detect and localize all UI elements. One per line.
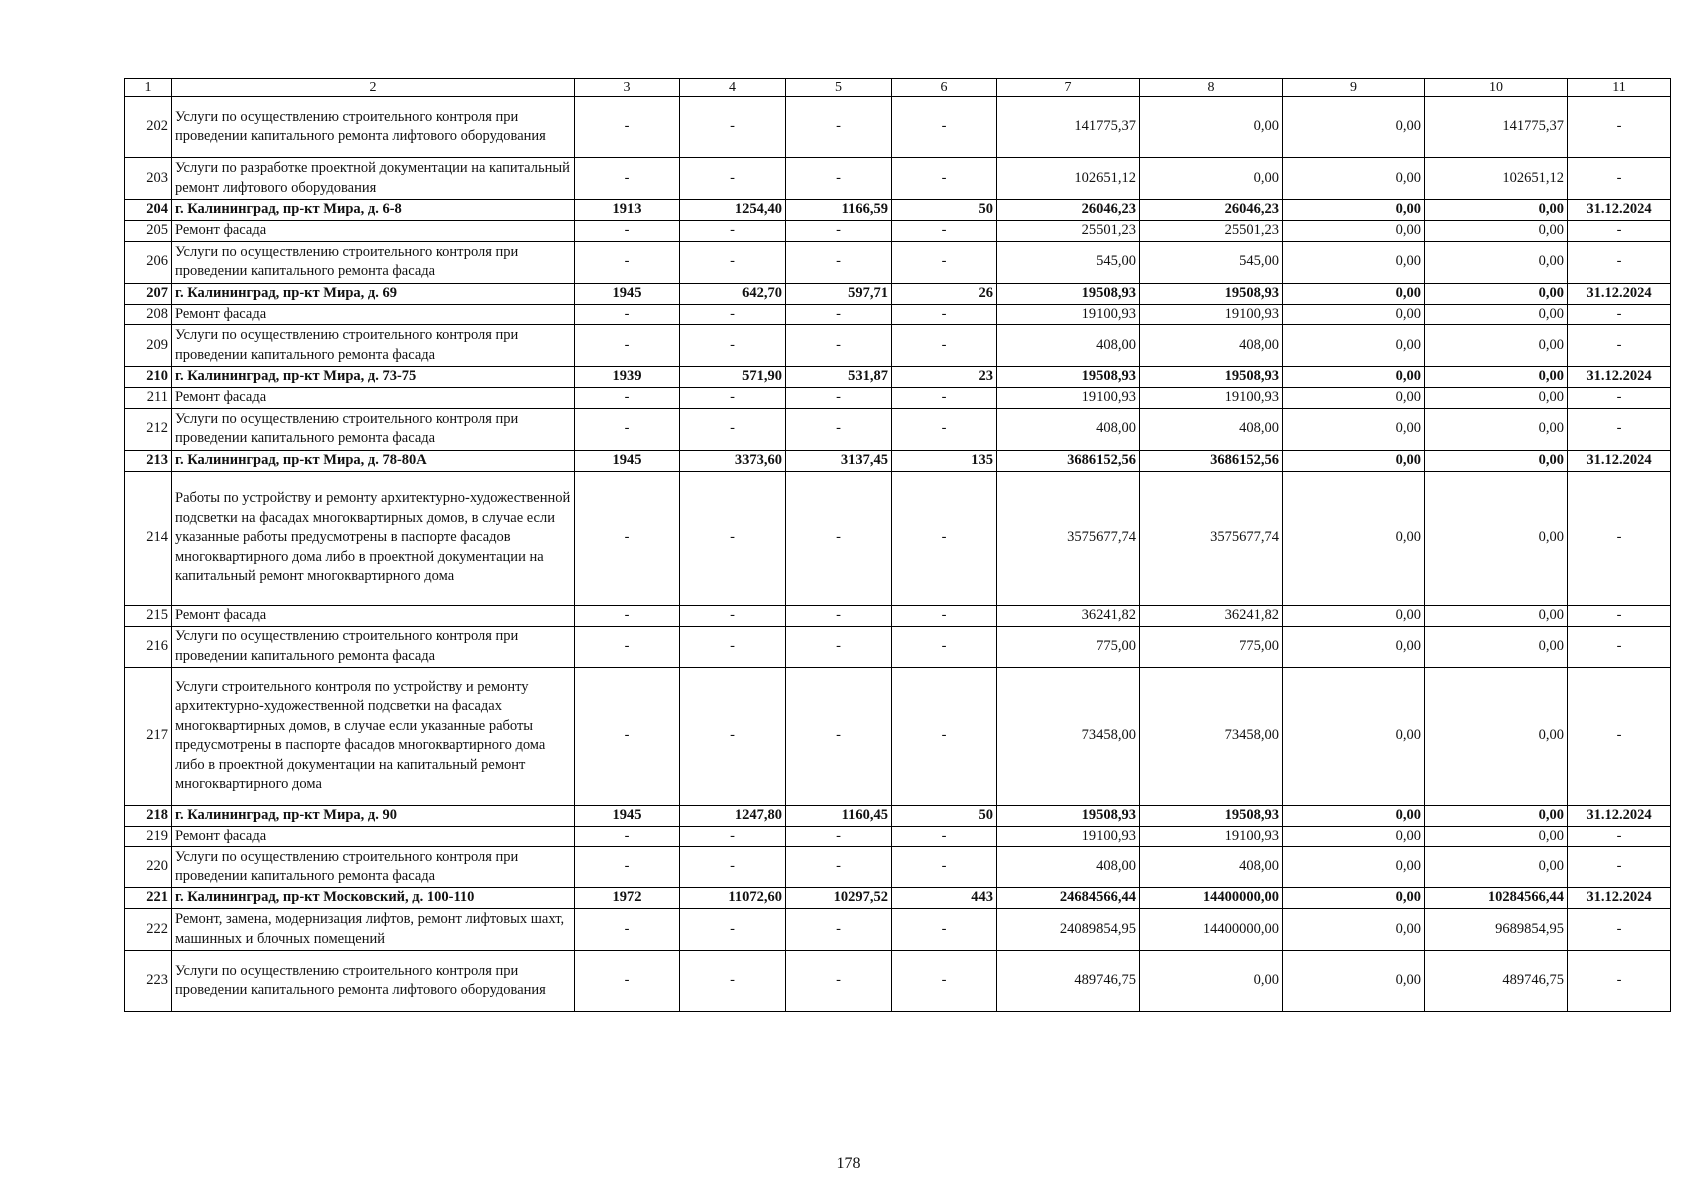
completion-date-cell: -	[1568, 951, 1671, 1012]
area-living-cell: -	[786, 471, 892, 605]
completion-date-cell: -	[1568, 826, 1671, 847]
area-total-cell: -	[680, 221, 786, 242]
cost-total-cell: 19100,93	[997, 304, 1140, 325]
address-row	[125, 200, 1671, 221]
area-living-cell: 597,71	[786, 283, 892, 304]
work-item-row	[125, 847, 1671, 888]
description-cell: Ремонт фасада	[172, 221, 575, 242]
residents-cell: -	[892, 471, 997, 605]
cost-owners-cell: 0,00	[1425, 367, 1568, 388]
row-number-cell: 202	[125, 97, 172, 158]
cost-fund-cell: 545,00	[1140, 241, 1283, 283]
work-item-row	[125, 158, 1671, 200]
cost-fund-cell: 14400000,00	[1140, 888, 1283, 909]
year-cell: -	[575, 951, 680, 1012]
cost-fund-cell: 25501,23	[1140, 221, 1283, 242]
completion-date-cell: 31.12.2024	[1568, 200, 1671, 221]
area-total-cell: -	[680, 97, 786, 158]
cost-total-cell: 3575677,74	[997, 471, 1140, 605]
column-number-1: 1	[125, 79, 172, 97]
area-total-cell: 3373,60	[680, 450, 786, 471]
cost-budget-cell: 0,00	[1283, 408, 1425, 450]
completion-date-cell: 31.12.2024	[1568, 283, 1671, 304]
area-living-cell: -	[786, 826, 892, 847]
cost-budget-cell: 0,00	[1283, 909, 1425, 951]
residents-cell: 26	[892, 283, 997, 304]
completion-date-cell: -	[1568, 304, 1671, 325]
description-cell: Ремонт фасада	[172, 304, 575, 325]
area-total-cell: -	[680, 909, 786, 951]
work-item-row	[125, 826, 1671, 847]
area-living-cell: -	[786, 408, 892, 450]
residents-cell: -	[892, 667, 997, 805]
area-living-cell: -	[786, 221, 892, 242]
work-item-row	[125, 605, 1671, 626]
cost-total-cell: 73458,00	[997, 667, 1140, 805]
area-total-cell: -	[680, 408, 786, 450]
area-living-cell: 3137,45	[786, 450, 892, 471]
cost-budget-cell: 0,00	[1283, 888, 1425, 909]
description-cell: г. Калининград, пр-кт Московский, д. 100-110	[172, 888, 575, 909]
description-cell: Ремонт фасада	[172, 826, 575, 847]
address-row	[125, 888, 1671, 909]
column-number-4: 4	[680, 79, 786, 97]
year-cell: -	[575, 471, 680, 605]
column-number-11: 11	[1568, 79, 1671, 97]
area-living-cell: 10297,52	[786, 888, 892, 909]
area-living-cell: 1160,45	[786, 805, 892, 826]
year-cell: 1945	[575, 805, 680, 826]
residents-cell: 23	[892, 367, 997, 388]
cost-budget-cell: 0,00	[1283, 97, 1425, 158]
cost-fund-cell: 19508,93	[1140, 367, 1283, 388]
year-cell: -	[575, 388, 680, 409]
cost-total-cell: 408,00	[997, 847, 1140, 888]
cost-budget-cell: 0,00	[1283, 471, 1425, 605]
column-number-2: 2	[172, 79, 575, 97]
area-total-cell: -	[680, 626, 786, 667]
completion-date-cell: 31.12.2024	[1568, 888, 1671, 909]
area-living-cell: -	[786, 388, 892, 409]
year-cell: -	[575, 97, 680, 158]
description-cell: Услуги по осуществлению строительного контроля при проведении капитального ремонта фасада	[172, 241, 575, 283]
row-number-cell: 223	[125, 951, 172, 1012]
cost-fund-cell: 408,00	[1140, 847, 1283, 888]
year-cell: 1913	[575, 200, 680, 221]
work-item-row	[125, 626, 1671, 667]
description-cell: г. Калининград, пр-кт Мира, д. 78-80А	[172, 450, 575, 471]
work-item-row	[125, 667, 1671, 805]
completion-date-cell: -	[1568, 471, 1671, 605]
row-number-cell: 203	[125, 158, 172, 200]
residents-cell: -	[892, 826, 997, 847]
row-number-cell: 206	[125, 241, 172, 283]
page-number: 178	[836, 1155, 861, 1172]
area-living-cell: -	[786, 158, 892, 200]
cost-budget-cell: 0,00	[1283, 847, 1425, 888]
completion-date-cell: -	[1568, 97, 1671, 158]
cost-total-cell: 24089854,95	[997, 909, 1140, 951]
column-number-6: 6	[892, 79, 997, 97]
work-item-row	[125, 304, 1671, 325]
address-row	[125, 367, 1671, 388]
area-total-cell: -	[680, 241, 786, 283]
cost-fund-cell: 26046,23	[1140, 200, 1283, 221]
year-cell: 1945	[575, 450, 680, 471]
row-number-cell: 205	[125, 221, 172, 242]
column-number-5: 5	[786, 79, 892, 97]
cost-budget-cell: 0,00	[1283, 158, 1425, 200]
cost-budget-cell: 0,00	[1283, 805, 1425, 826]
residents-cell: -	[892, 951, 997, 1012]
description-cell: Услуги строительного контроля по устройству и ремонту архитектурно-художественной подсветки на фасадах многоквартирных домов, в случае если указанные работы предусмотрены в паспорте фасадов многоквартирного дома либо в проектной документации на капитальный ремонт многоквартирного дома	[172, 667, 575, 805]
description-cell: Ремонт, замена, модернизация лифтов, ремонт лифтовых шахт, машинных и блочных помещений	[172, 909, 575, 951]
cost-owners-cell: 10284566,44	[1425, 888, 1568, 909]
column-number-10: 10	[1425, 79, 1568, 97]
cost-owners-cell: 0,00	[1425, 388, 1568, 409]
description-cell: Работы по устройству и ремонту архитектурно-художественной подсветки на фасадах многоквартирных домов, в случае если указанные работы предусмотрены в паспорте фасадов многоквартирного дома либо в проектной документации на капитальный ремонт многоквартирного дома	[172, 471, 575, 605]
address-row	[125, 450, 1671, 471]
cost-owners-cell: 0,00	[1425, 283, 1568, 304]
cost-owners-cell: 9689854,95	[1425, 909, 1568, 951]
area-total-cell: 571,90	[680, 367, 786, 388]
cost-fund-cell: 36241,82	[1140, 605, 1283, 626]
cost-owners-cell: 0,00	[1425, 471, 1568, 605]
residents-cell: 50	[892, 805, 997, 826]
year-cell: -	[575, 241, 680, 283]
cost-fund-cell: 19100,93	[1140, 304, 1283, 325]
row-number-cell: 204	[125, 200, 172, 221]
residents-cell: -	[892, 626, 997, 667]
work-item-row	[125, 909, 1671, 951]
row-number-cell: 211	[125, 388, 172, 409]
work-item-row	[125, 471, 1671, 605]
residents-cell: -	[892, 388, 997, 409]
row-number-cell: 220	[125, 847, 172, 888]
residents-cell: -	[892, 408, 997, 450]
year-cell: 1939	[575, 367, 680, 388]
cost-total-cell: 19100,93	[997, 388, 1140, 409]
year-cell: -	[575, 909, 680, 951]
row-number-cell: 207	[125, 283, 172, 304]
cost-budget-cell: 0,00	[1283, 200, 1425, 221]
cost-total-cell: 408,00	[997, 325, 1140, 367]
cost-owners-cell: 0,00	[1425, 605, 1568, 626]
year-cell: -	[575, 605, 680, 626]
work-item-row	[125, 325, 1671, 367]
work-item-row	[125, 408, 1671, 450]
residents-cell: -	[892, 909, 997, 951]
cost-budget-cell: 0,00	[1283, 826, 1425, 847]
year-cell: -	[575, 325, 680, 367]
residents-cell: -	[892, 97, 997, 158]
residents-cell: -	[892, 158, 997, 200]
area-living-cell: -	[786, 241, 892, 283]
description-cell: Ремонт фасада	[172, 388, 575, 409]
cost-fund-cell: 19100,93	[1140, 826, 1283, 847]
description-cell: Услуги по осуществлению строительного контроля при проведении капитального ремонта фасада	[172, 626, 575, 667]
cost-budget-cell: 0,00	[1283, 605, 1425, 626]
row-number-cell: 217	[125, 667, 172, 805]
cost-total-cell: 775,00	[997, 626, 1140, 667]
year-cell: -	[575, 626, 680, 667]
year-cell: -	[575, 221, 680, 242]
completion-date-cell: 31.12.2024	[1568, 450, 1671, 471]
column-number-3: 3	[575, 79, 680, 97]
column-number-row	[125, 79, 1671, 97]
work-item-row	[125, 951, 1671, 1012]
cost-budget-cell: 0,00	[1283, 367, 1425, 388]
description-cell: Ремонт фасада	[172, 605, 575, 626]
completion-date-cell: -	[1568, 847, 1671, 888]
cost-owners-cell: 0,00	[1425, 304, 1568, 325]
cost-fund-cell: 408,00	[1140, 408, 1283, 450]
area-total-cell: -	[680, 951, 786, 1012]
row-number-cell: 208	[125, 304, 172, 325]
cost-fund-cell: 19508,93	[1140, 805, 1283, 826]
cost-total-cell: 19508,93	[997, 283, 1140, 304]
row-number-cell: 210	[125, 367, 172, 388]
residents-cell: -	[892, 221, 997, 242]
row-number-cell: 216	[125, 626, 172, 667]
cost-budget-cell: 0,00	[1283, 626, 1425, 667]
cost-total-cell: 19508,93	[997, 367, 1140, 388]
description-cell: Услуги по разработке проектной документации на капитальный ремонт лифтового оборудования	[172, 158, 575, 200]
table-body	[125, 79, 1671, 1012]
cost-owners-cell: 0,00	[1425, 200, 1568, 221]
cost-total-cell: 489746,75	[997, 951, 1140, 1012]
year-cell: -	[575, 158, 680, 200]
year-cell: 1945	[575, 283, 680, 304]
completion-date-cell: 31.12.2024	[1568, 367, 1671, 388]
area-total-cell: -	[680, 471, 786, 605]
cost-fund-cell: 408,00	[1140, 325, 1283, 367]
area-total-cell: -	[680, 667, 786, 805]
area-living-cell: -	[786, 325, 892, 367]
area-living-cell: -	[786, 97, 892, 158]
cost-total-cell: 19100,93	[997, 826, 1140, 847]
cost-owners-cell: 0,00	[1425, 826, 1568, 847]
year-cell: -	[575, 826, 680, 847]
residents-cell: 443	[892, 888, 997, 909]
work-item-row	[125, 241, 1671, 283]
cost-total-cell: 36241,82	[997, 605, 1140, 626]
cost-owners-cell: 489746,75	[1425, 951, 1568, 1012]
cost-owners-cell: 102651,12	[1425, 158, 1568, 200]
area-living-cell: -	[786, 605, 892, 626]
cost-fund-cell: 3575677,74	[1140, 471, 1283, 605]
cost-budget-cell: 0,00	[1283, 304, 1425, 325]
cost-fund-cell: 0,00	[1140, 951, 1283, 1012]
completion-date-cell: -	[1568, 221, 1671, 242]
cost-budget-cell: 0,00	[1283, 388, 1425, 409]
row-number-cell: 221	[125, 888, 172, 909]
completion-date-cell: -	[1568, 667, 1671, 805]
area-living-cell: -	[786, 626, 892, 667]
cost-budget-cell: 0,00	[1283, 450, 1425, 471]
completion-date-cell: -	[1568, 605, 1671, 626]
area-living-cell: -	[786, 847, 892, 888]
area-total-cell: -	[680, 605, 786, 626]
year-cell: -	[575, 408, 680, 450]
area-total-cell: 642,70	[680, 283, 786, 304]
cost-total-cell: 102651,12	[997, 158, 1140, 200]
area-living-cell: -	[786, 951, 892, 1012]
cost-budget-cell: 0,00	[1283, 283, 1425, 304]
cost-budget-cell: 0,00	[1283, 241, 1425, 283]
completion-date-cell: -	[1568, 388, 1671, 409]
cost-budget-cell: 0,00	[1283, 325, 1425, 367]
cost-fund-cell: 0,00	[1140, 158, 1283, 200]
row-number-cell: 219	[125, 826, 172, 847]
row-number-cell: 215	[125, 605, 172, 626]
data-table	[124, 78, 1671, 1012]
address-row	[125, 805, 1671, 826]
work-item-row	[125, 221, 1671, 242]
area-total-cell: -	[680, 325, 786, 367]
residents-cell: -	[892, 325, 997, 367]
cost-owners-cell: 0,00	[1425, 221, 1568, 242]
completion-date-cell: -	[1568, 626, 1671, 667]
area-living-cell: -	[786, 667, 892, 805]
completion-date-cell: 31.12.2024	[1568, 805, 1671, 826]
column-number-7: 7	[997, 79, 1140, 97]
cost-fund-cell: 73458,00	[1140, 667, 1283, 805]
cost-fund-cell: 775,00	[1140, 626, 1283, 667]
cost-owners-cell: 141775,37	[1425, 97, 1568, 158]
year-cell: -	[575, 304, 680, 325]
cost-total-cell: 3686152,56	[997, 450, 1140, 471]
area-total-cell: -	[680, 158, 786, 200]
description-cell: Услуги по осуществлению строительного контроля при проведении капитального ремонта фасада	[172, 408, 575, 450]
residents-cell: 50	[892, 200, 997, 221]
description-cell: Услуги по осуществлению строительного контроля при проведении капитального ремонта лифтового оборудования	[172, 97, 575, 158]
description-cell: Услуги по осуществлению строительного контроля при проведении капитального ремонта фасада	[172, 847, 575, 888]
residents-cell: -	[892, 847, 997, 888]
completion-date-cell: -	[1568, 325, 1671, 367]
work-item-row	[125, 388, 1671, 409]
cost-budget-cell: 0,00	[1283, 667, 1425, 805]
row-number-cell: 214	[125, 471, 172, 605]
cost-total-cell: 408,00	[997, 408, 1140, 450]
cost-owners-cell: 0,00	[1425, 241, 1568, 283]
residents-cell: 135	[892, 450, 997, 471]
description-cell: г. Калининград, пр-кт Мира, д. 73-75	[172, 367, 575, 388]
row-number-cell: 222	[125, 909, 172, 951]
area-living-cell: -	[786, 304, 892, 325]
residents-cell: -	[892, 304, 997, 325]
area-total-cell: 11072,60	[680, 888, 786, 909]
cost-total-cell: 24684566,44	[997, 888, 1140, 909]
area-total-cell: 1254,40	[680, 200, 786, 221]
cost-owners-cell: 0,00	[1425, 450, 1568, 471]
address-row	[125, 283, 1671, 304]
row-number-cell: 218	[125, 805, 172, 826]
cost-fund-cell: 3686152,56	[1140, 450, 1283, 471]
year-cell: -	[575, 847, 680, 888]
description-cell: Услуги по осуществлению строительного контроля при проведении капитального ремонта фасада	[172, 325, 575, 367]
cost-owners-cell: 0,00	[1425, 667, 1568, 805]
area-total-cell: -	[680, 304, 786, 325]
description-cell: г. Калининград, пр-кт Мира, д. 6-8	[172, 200, 575, 221]
cost-budget-cell: 0,00	[1283, 221, 1425, 242]
description-cell: г. Калининград, пр-кт Мира, д. 69	[172, 283, 575, 304]
completion-date-cell: -	[1568, 408, 1671, 450]
cost-fund-cell: 19508,93	[1140, 283, 1283, 304]
cost-owners-cell: 0,00	[1425, 805, 1568, 826]
cost-total-cell: 141775,37	[997, 97, 1140, 158]
area-living-cell: 1166,59	[786, 200, 892, 221]
row-number-cell: 209	[125, 325, 172, 367]
column-number-9: 9	[1283, 79, 1425, 97]
row-number-cell: 213	[125, 450, 172, 471]
year-cell: 1972	[575, 888, 680, 909]
completion-date-cell: -	[1568, 909, 1671, 951]
cost-budget-cell: 0,00	[1283, 951, 1425, 1012]
cost-owners-cell: 0,00	[1425, 408, 1568, 450]
description-cell: г. Калининград, пр-кт Мира, д. 90	[172, 805, 575, 826]
column-number-8: 8	[1140, 79, 1283, 97]
description-cell: Услуги по осуществлению строительного контроля при проведении капитального ремонта лифтового оборудования	[172, 951, 575, 1012]
cost-total-cell: 26046,23	[997, 200, 1140, 221]
residents-cell: -	[892, 605, 997, 626]
area-total-cell: -	[680, 847, 786, 888]
cost-fund-cell: 0,00	[1140, 97, 1283, 158]
cost-total-cell: 545,00	[997, 241, 1140, 283]
row-number-cell: 212	[125, 408, 172, 450]
residents-cell: -	[892, 241, 997, 283]
cost-fund-cell: 19100,93	[1140, 388, 1283, 409]
area-total-cell: 1247,80	[680, 805, 786, 826]
completion-date-cell: -	[1568, 158, 1671, 200]
cost-owners-cell: 0,00	[1425, 847, 1568, 888]
cost-total-cell: 25501,23	[997, 221, 1140, 242]
cost-owners-cell: 0,00	[1425, 325, 1568, 367]
cost-owners-cell: 0,00	[1425, 626, 1568, 667]
area-total-cell: -	[680, 388, 786, 409]
area-living-cell: 531,87	[786, 367, 892, 388]
cost-total-cell: 19508,93	[997, 805, 1140, 826]
cost-fund-cell: 14400000,00	[1140, 909, 1283, 951]
completion-date-cell: -	[1568, 241, 1671, 283]
area-living-cell: -	[786, 909, 892, 951]
work-item-row	[125, 97, 1671, 158]
year-cell: -	[575, 667, 680, 805]
area-total-cell: -	[680, 826, 786, 847]
